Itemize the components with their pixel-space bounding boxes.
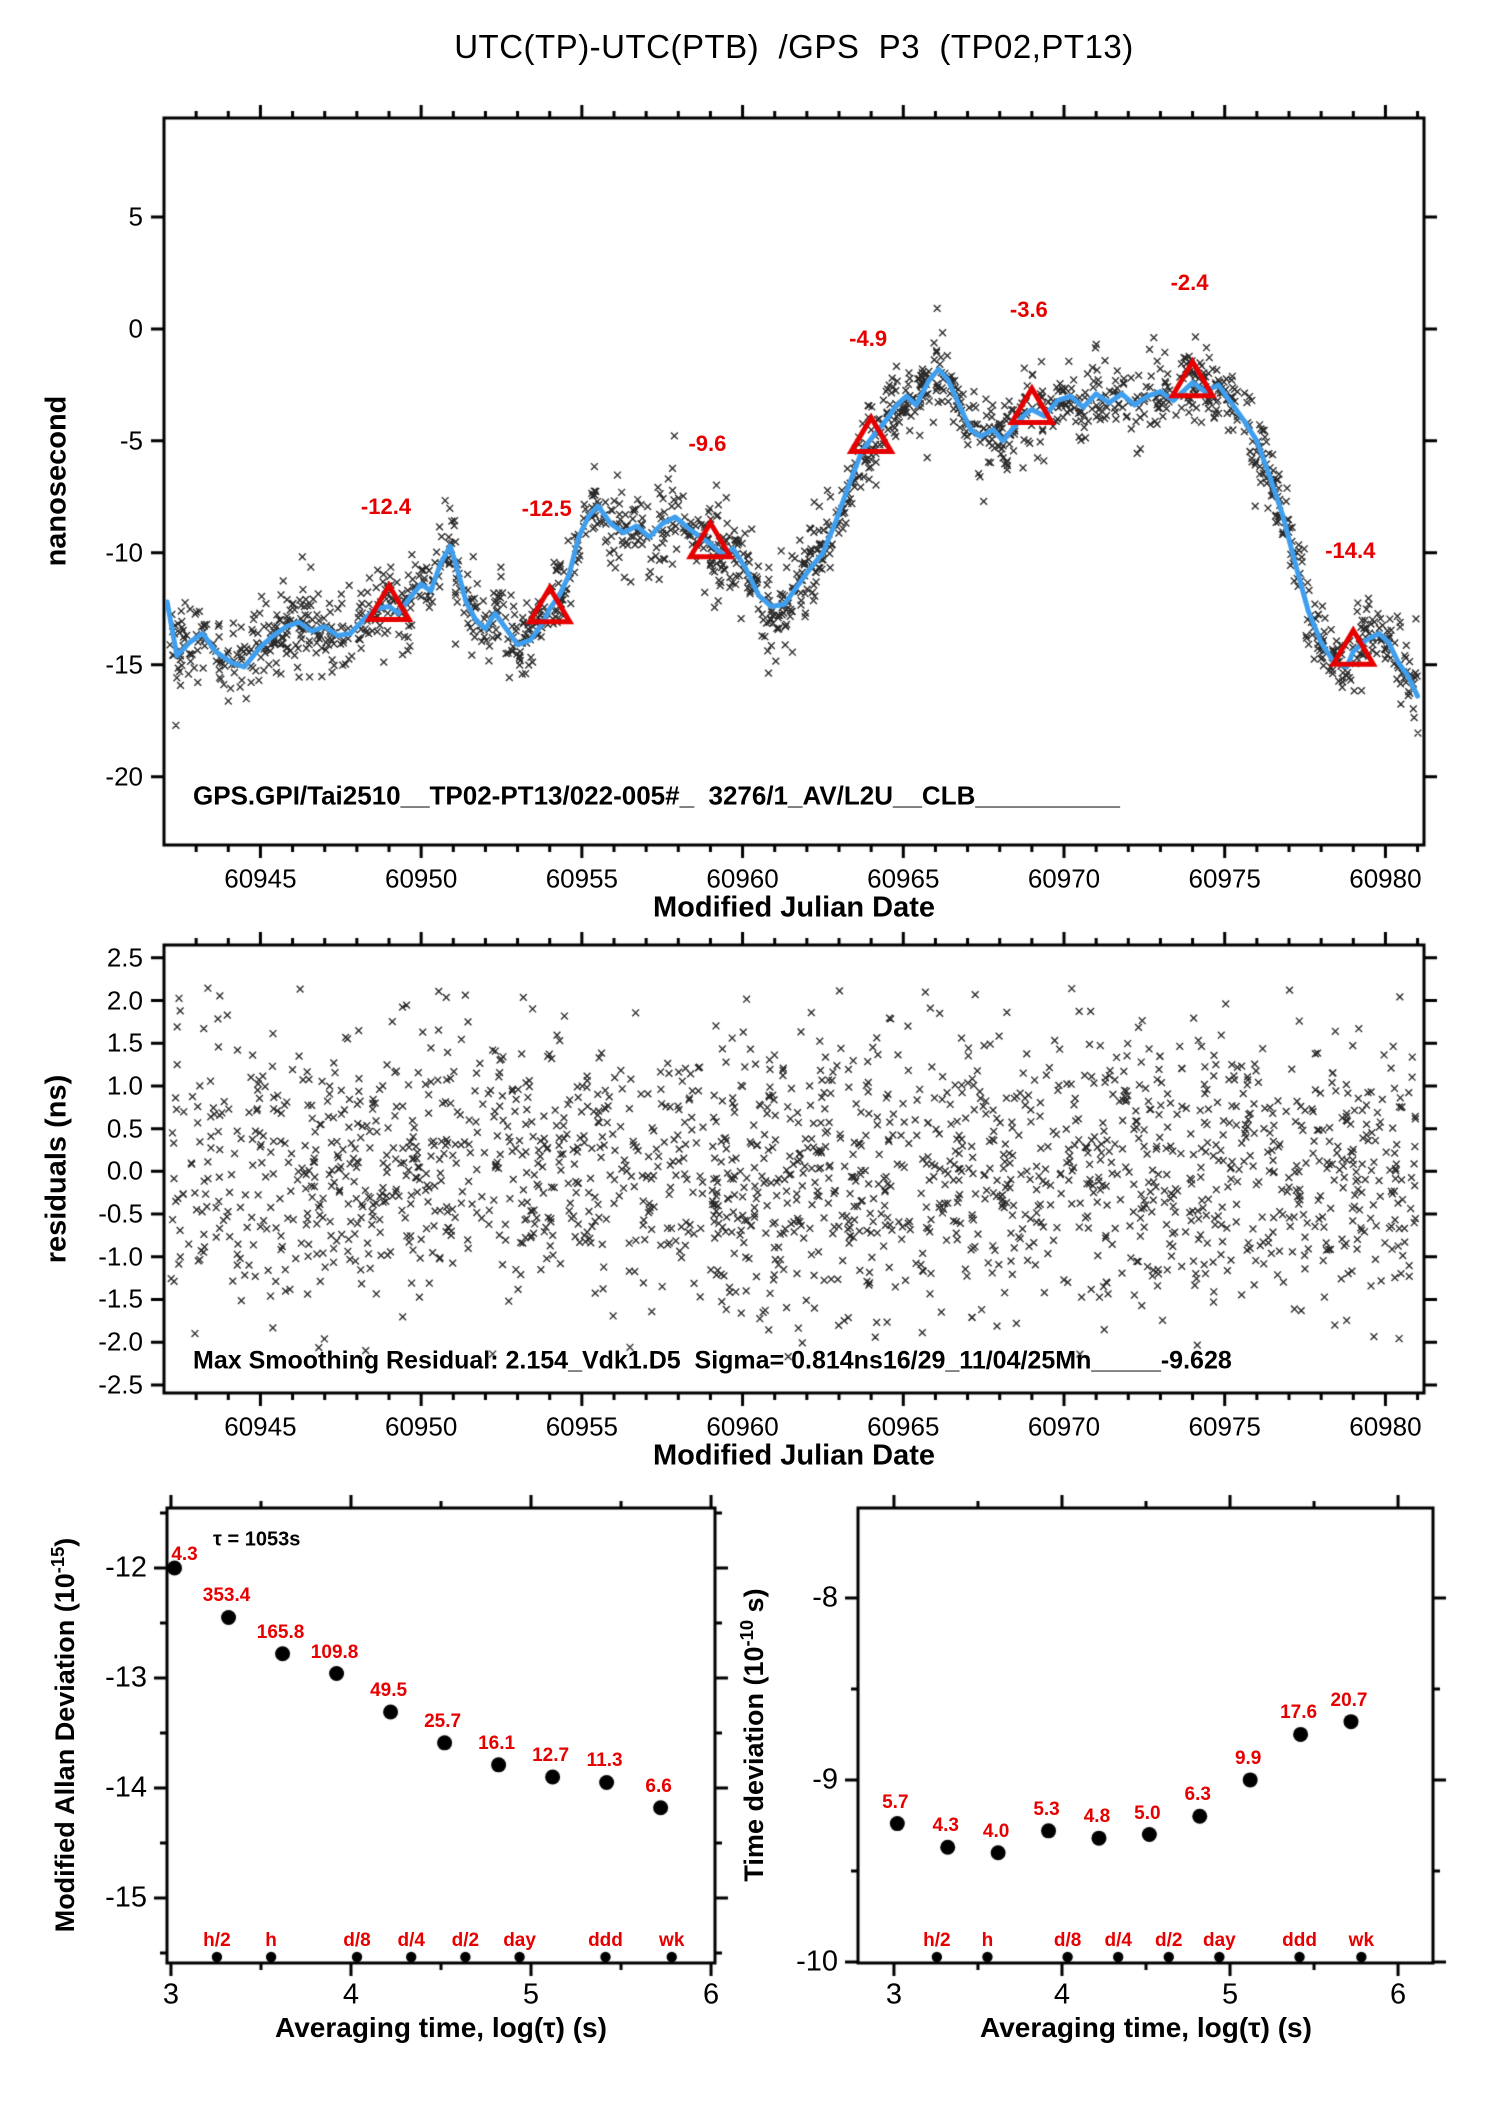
phase-x-tick-label: 60970	[1027, 863, 1101, 894]
phase-x-tick-label: 60945	[224, 863, 297, 894]
tdev-point-value-label: 20.7	[1330, 1689, 1368, 1711]
daily-value-label: -12.5	[521, 495, 572, 521]
residuals-y-tick-label: -2.5	[98, 1369, 143, 1400]
chart-title: UTC(TP)-UTC(PTB) /GPS P3 (TP02,PT13)	[454, 28, 1134, 65]
mdev-point-value-label: 109.8	[310, 1641, 359, 1663]
residuals-x-tick-label: 60980	[1349, 1411, 1422, 1442]
exponent: -10	[736, 1619, 757, 1647]
tdev-point-value-label: 17.6	[1280, 1702, 1318, 1724]
mdev-x-tick-label: 4	[342, 1978, 360, 2011]
residuals-annotation: Max Smoothing Residual: 2.154_Vdk1.D5 Sigma= 0.814ns16/29_11/04/25Mn_____-9.628	[193, 1346, 1232, 1375]
mdev-point-value-label: 16.1	[478, 1732, 516, 1754]
phase-x-tick-label: 60980	[1349, 863, 1422, 894]
mdev-ref-mark-label: h/2	[203, 1930, 231, 1951]
tdev-x-tick-label: 6	[1389, 1978, 1407, 2011]
residuals-y-tick-label: -0.5	[98, 1198, 143, 1229]
tdev-ref-mark-label: d/2	[1155, 1930, 1183, 1951]
phase-y-tick-label: 0	[128, 313, 143, 344]
residuals-x-tick-label: 60965	[867, 1411, 940, 1442]
tdev-ref-mark-label: day	[1202, 1930, 1236, 1951]
tau-note: τ = 1053s	[213, 1528, 301, 1551]
mdev-ref-mark-label: d/2	[451, 1930, 480, 1951]
phase-x-tick-label: 60975	[1188, 863, 1261, 894]
phase-y-tick-label: 5	[128, 201, 143, 232]
phase-x-axis-title: Modified Julian Date	[653, 891, 935, 924]
tdev-x-tick-label: 3	[885, 1978, 903, 2011]
residuals-y-tick-label: 0.5	[106, 1113, 143, 1144]
tdev-x-axis-title: Averaging time, log(τ) (s)	[980, 2012, 1312, 2043]
residuals-y-tick-label: 1.5	[106, 1027, 143, 1058]
mdev-ref-mark-label: d/4	[397, 1930, 425, 1951]
residuals-y-tick-label: -2.0	[98, 1326, 143, 1357]
daily-value-label: -9.6	[688, 430, 727, 456]
daily-value-label: -3.6	[1009, 296, 1048, 322]
daily-value-label: -2.4	[1170, 269, 1209, 295]
mdev-point-value-label: 4.3	[171, 1543, 198, 1565]
mdev-point-value-label: 25.7	[424, 1710, 462, 1732]
mdev-y-tick-label: -13	[105, 1661, 147, 1694]
mdev-ref-mark-label: h	[265, 1930, 277, 1951]
tdev-x-tick-label: 5	[1221, 1978, 1239, 2011]
phase-y-tick-label: -15	[105, 649, 143, 680]
residuals-x-tick-label: 60960	[706, 1411, 779, 1442]
tdev-point-value-label: 4.3	[932, 1815, 959, 1837]
daily-value-label: -12.4	[360, 493, 412, 519]
residuals-y-tick-label: 0.0	[106, 1155, 143, 1186]
tdev-y-axis-title: Time deviation ($10^{-10}$ s)	[736, 1588, 769, 1882]
tdev-ref-mark-label: h	[981, 1930, 994, 1951]
residuals-x-tick-label: 60955	[545, 1411, 618, 1442]
mdev-y-axis-title: Modified Allan Deviation $(10^{-15})$	[47, 1537, 80, 1933]
residuals-y-tick-label: 2.5	[106, 942, 143, 973]
tdev-x-tick-label: 4	[1053, 1978, 1071, 2011]
mdev-point-value-label: 6.6	[645, 1775, 672, 1797]
residuals-x-tick-label: 60945	[224, 1411, 297, 1442]
mdev-ref-mark-label: day	[503, 1930, 536, 1951]
exponent: -15	[47, 1546, 68, 1574]
mdev-ref-mark-label: wk	[659, 1930, 685, 1951]
mdev-y-tick-label: -12	[105, 1551, 147, 1584]
residuals-y-tick-label: 2.0	[106, 985, 143, 1016]
tdev-point-value-label: 4.0	[982, 1820, 1010, 1842]
mdev-x-axis-title: Averaging time, log(τ) (s)	[275, 2012, 607, 2043]
residuals-x-tick-label: 60970	[1027, 1411, 1101, 1442]
tdev-point-value-label: 5.3	[1033, 1798, 1060, 1820]
tdev-y-tick-label: -9	[812, 1763, 838, 1796]
mdev-y-tick-label: -14	[105, 1771, 147, 1804]
tdev-point-value-label: 5.7	[882, 1791, 909, 1813]
mdev-ref-mark-label: d/8	[343, 1930, 371, 1951]
residuals-y-tick-label: -1.0	[98, 1241, 143, 1272]
phase-annotation: GPS.GPI/Tai2510__TP02-PT13/022-005#_ 3276/1_AV/L2U__CLB__________	[193, 780, 1120, 811]
phase-x-tick-label: 60965	[867, 863, 940, 894]
tdev-ref-mark-label: d/4	[1104, 1930, 1132, 1951]
phase-y-tick-label: -5	[119, 425, 143, 456]
tdev-point-value-label: 4.8	[1083, 1806, 1111, 1828]
residuals-y-tick-label: -1.5	[98, 1283, 143, 1314]
mdev-point-value-label: 353.4	[202, 1585, 251, 1607]
tdev-y-tick-label: -8	[812, 1581, 838, 1614]
daily-value-label: -4.9	[849, 325, 888, 351]
tdev-point-value-label: 6.3	[1184, 1784, 1211, 1806]
phase-x-tick-label: 60960	[706, 863, 779, 894]
phase-x-tick-label: 60950	[384, 863, 458, 894]
phase-x-tick-label: 60955	[545, 863, 618, 894]
mdev-x-tick-label: 3	[162, 1978, 180, 2011]
residuals-y-axis-title: residuals (ns)	[40, 1074, 73, 1264]
mdev-point-value-label: 49.5	[370, 1680, 408, 1702]
tdev-point-value-label: 9.9	[1234, 1747, 1262, 1769]
tdev-ref-mark-label: d/8	[1053, 1930, 1082, 1951]
mdev-y-tick-label: -15	[105, 1881, 147, 1914]
tdev-ref-mark-label: ddd	[1282, 1930, 1317, 1951]
daily-value-label: -14.4	[1325, 538, 1376, 564]
tdev-ref-mark-label: wk	[1348, 1930, 1375, 1951]
tdev-point-value-label: 5.0	[1134, 1802, 1161, 1824]
residuals-x-tick-label: 60975	[1188, 1411, 1261, 1442]
phase-y-tick-label: -20	[105, 761, 143, 792]
residuals-y-tick-label: 1.0	[106, 1070, 143, 1101]
mdev-x-tick-label: 5	[522, 1978, 540, 2011]
tdev-ref-mark-label: h/2	[923, 1930, 951, 1951]
mdev-point-value-label: 12.7	[532, 1744, 570, 1766]
mdev-point-value-label: 165.8	[256, 1621, 305, 1643]
tdev-y-tick-label: -10	[796, 1945, 838, 1978]
residuals-x-axis-title: Modified Julian Date	[653, 1439, 935, 1472]
mdev-ref-mark-label: ddd	[588, 1930, 623, 1951]
phase-y-tick-label: -10	[105, 537, 143, 568]
phase-y-axis-title: nanosecond	[40, 395, 73, 567]
residuals-x-tick-label: 60950	[384, 1411, 458, 1442]
mdev-x-tick-label: 6	[702, 1978, 720, 2011]
mdev-point-value-label: 11.3	[586, 1750, 623, 1772]
